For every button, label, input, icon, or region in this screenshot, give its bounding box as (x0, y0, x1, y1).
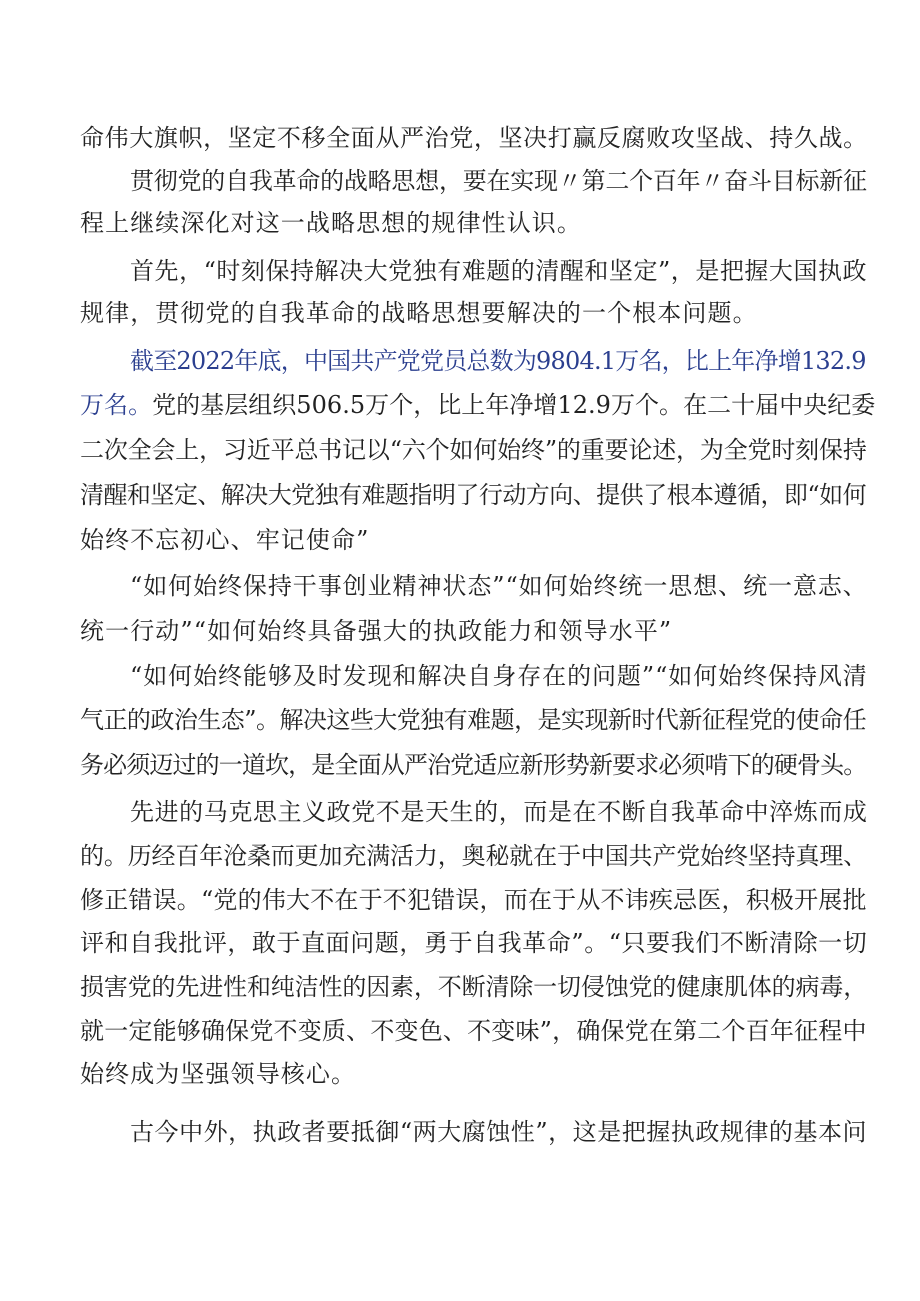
text-line: 命伟大旗帜，坚定不移全面从严治党，坚决打赢反腐败攻坚战、持久战。 (80, 124, 868, 152)
text-line: 始终不忘初心、牢记使命” (80, 526, 370, 554)
text-line: 气正的政治生态”。解决这些大党独有难题，是实现新时代新征程党的使命任 (80, 706, 867, 734)
text-line: 贯彻党的自我革命的战略思想，要在实现〃第二个百年〃奋斗目标新征 (130, 167, 867, 195)
text-line: “如何始终能够及时发现和解决自身存在的问题”“如何始终保持风清 (130, 662, 868, 690)
text-line: 评和自我批评，敢于直面问题，勇于自我革命”。“只要我们不断清除一切 (80, 929, 868, 957)
highlighted-text-line: 截至2022年底，中国共产党党员总数为9804.1万名，比上年净增132.9 (130, 347, 866, 375)
text-line: “如何始终保持干事创业精神状态”“如何始终统一思想、统一意志、 (130, 572, 868, 600)
text-line: 修正错误。“党的伟大不在于不犯错误，而在于从不讳疾忌医，积极开展批 (80, 886, 867, 914)
text-line: 程上继续深化对这一战略思想的规律性认识。 (80, 209, 582, 237)
text-line: 损害党的先进性和纯洁性的因素，不断清除一切侵蚀党的健康肌体的病毒， (80, 973, 868, 1001)
text-line: 二次全会上，习近平总书记以“六个如何始终”的重要论述，为全党时刻保持 (80, 436, 867, 464)
text-line: 始终成为坚强领导核心。 (80, 1060, 357, 1088)
text-line: 清醒和坚定、解决大党独有难题指明了行动方向、提供了根本遵循，即“如何 (80, 481, 867, 509)
text-span: 党的基层组织506.5万个，比上年净增12.9万个。在二十届中央纪委 (152, 391, 876, 419)
text-line: 首先，“时刻保持解决大党独有难题的清醒和坚定”，是把握大国执政 (130, 257, 868, 285)
text-line: 先进的马克思主义政党不是天生的，而是在不断自我革命中淬炼而成 (130, 798, 868, 826)
text-line: 统一行动”“如何始终具备强大的执政能力和领导水平” (80, 617, 673, 645)
text-line: 务必须迈过的一道坎，是全面从严治党适应新形势新要求必须啃下的硬骨头。 (80, 751, 867, 779)
text-line: 的。历经百年沧桑而更加充满活力，奥秘就在于中国共产党始终坚持真理、 (80, 842, 868, 870)
text-line (80, 385, 875, 425)
text-line: 规律，贯彻党的自我革命的战略思想要解决的一个根本问题。 (80, 299, 758, 327)
text-line: 就一定能够确保党不变质、不变色、不变味”，确保党在第二个百年征程中 (80, 1017, 867, 1045)
highlighted-text: 万名。 (80, 391, 153, 419)
text-line: 古今中外，执政者要抵御“两大腐蚀性”，这是把握执政规律的基本问 (130, 1118, 868, 1146)
